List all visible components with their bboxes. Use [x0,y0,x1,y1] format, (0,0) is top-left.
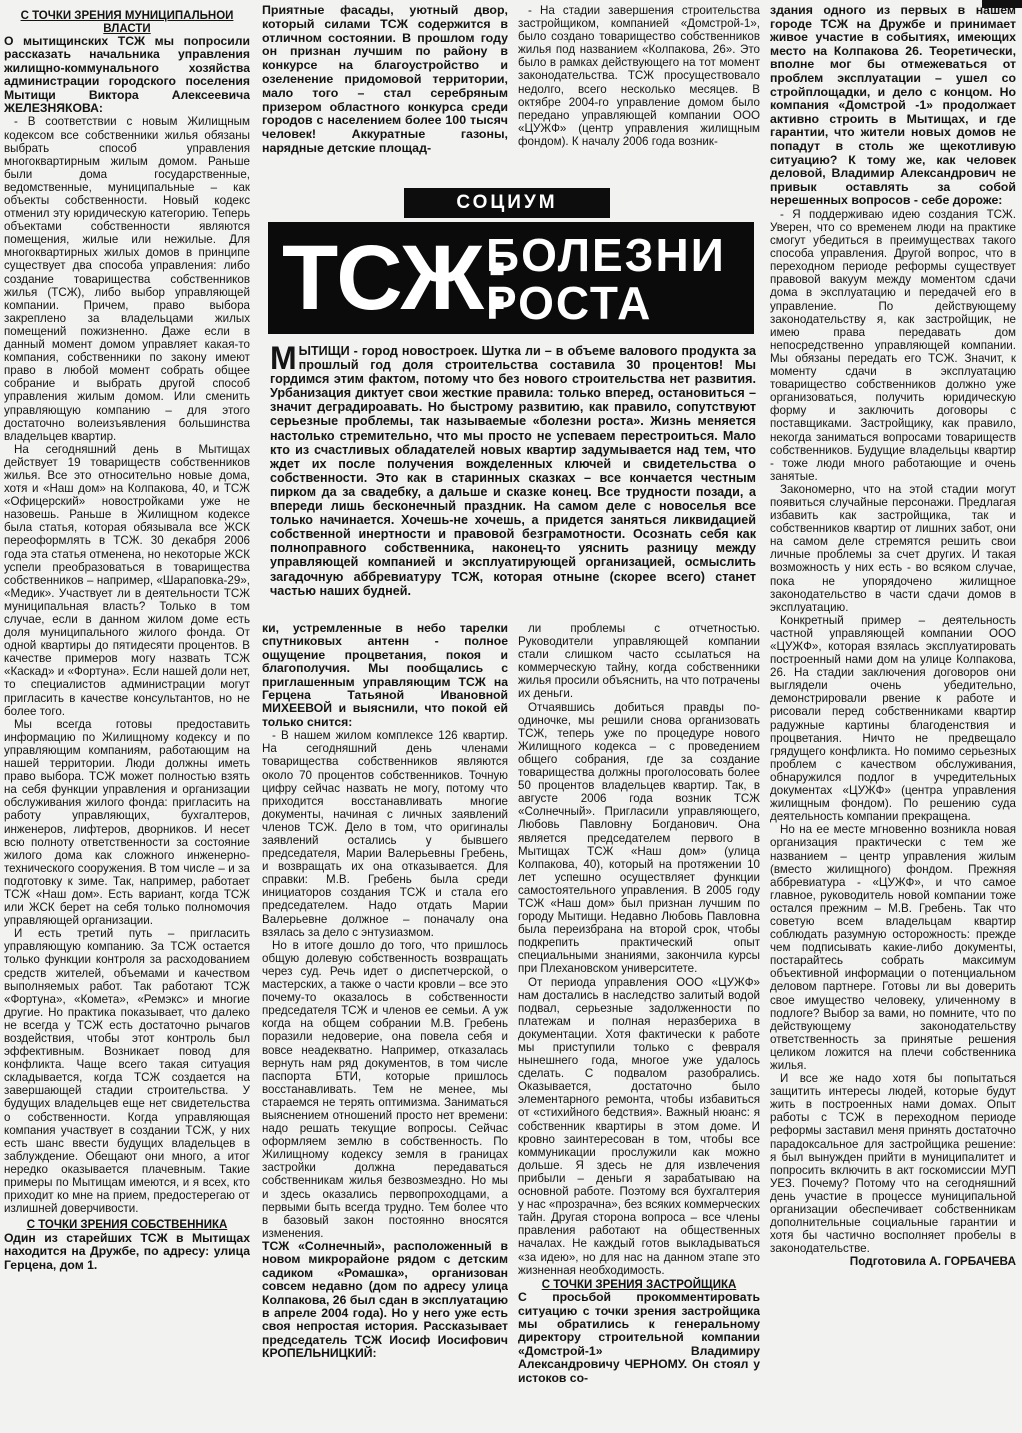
headline-word: БОЛЕЗНИ [486,229,726,281]
section-kicker-municipal: С ТОЧКИ ЗРЕНИЯ МУНИЦИПАЛЬНОЙ ВЛАСТИ [20,10,234,35]
column-owner-intro [262,4,508,170]
article-paragraph: - На стадии завершения строительства застройщиком, компанией «Домстрой-1», было создано товарищество собственников жилья под названием «Колпакова, 26». Это было в рамках действующего на тот момент законодательства. ТСЖ просуществовало недолго, всего несколько месяцев. В октябре 2004-го управление домом было передано управляющей компании ООО «ЦУЖФ» (центр управления жилищным фондом). К началу 2006 года возник- [518,4,760,148]
section-kicker-owner: С ТОЧКИ ЗРЕНИЯ СОБСТВЕННИКА [26,1219,228,1232]
article-paragraph: От периода управления ООО «ЦУЖФ» нам достались в наследство залитый водой подвал, серьезные задолженности по платежам и полная неразбериха в документации. Хотя фактически к работе мы приступили только с февраля нынешнего года, многое уже удалось сделать. С подвалом разобрались. Оказывается, достаточно было элементарного ремонта, чтобы избавиться от «стихийного бедствия». Важный нюанс: я собственник квартиры в этом доме. И кровно заинтересован в том, чтобы все коммуникации прослужили как можно дольше. Я здесь не для извлечения прибыли – деньги я зарабатываю на основной работе. Поэтому вся бухгалтерия у нас «прозрачна», без всяких коммерческих тайн. Другая сторона вопроса – все члены правления работают на общественных началах. Не каждый готов выкладываться «за идею», но для нас на данном этапе это жизненная необходимость. [518,975,760,1277]
article-paragraph: - В нашем жилом комплексе 126 квартир. На сегодняшний день членами товарищества собственников являются около 70 процентов собственников. Точную цифру сейчас назвать не могу, потому что приходится восстанавливать многие документы, начиная с личных заявлений членов ТСЖ. Дело в том, что оригиналы заявлений остались у бывшего председателя, Марии Валерьевны Гребень, и возвращать их она отказывается. Для справки: М.В. Гребень была среди инициаторов создания ТСЖ и стала его председателем. Надо отдать Марии Валерьевне должное – поначалу она взялась за дело с энтузиазмом. [262,729,508,939]
lead-paragraph: Один из старейших ТСЖ в Мытищах находится на Дружбе, по адресу: улица Герцена, дом 1. [4,1230,250,1272]
article-paragraph: Закономерно, что на этой стадии могут появиться случайные персонажи. Предлагая избавить как застройщика, так и собственников квартир от лишних забот, они на самом деле стремятся решить свои личные проблемы за счет других. И такая возможность у них есть - во всяком случае, пока не упорядочено жилищное законодательство в части сдачи домов в эксплуатацию. [770,482,1016,614]
section-kicker-developer: С ТОЧКИ ЗРЕНИЯ ЗАСТРОЙЩИКА [541,1278,737,1291]
lead-paragraph: Приятные фасады, уютный двор, который силами ТСЖ содержится в отличном состоянии. В прошлом году он признан лучшим по району в конкурсе на благоустройство и озеленение придомовой территории, мало того – стал серебряным призером областного конкурса среди городов с населением более 100 тысяч человек! Аккуратные газоны, нарядные детские площад- [262,4,508,155]
drop-cap: М [270,344,297,376]
headline-word: РОСТА [486,277,653,329]
column-gertsena [262,622,508,1430]
article-paragraph: Мы всегда готовы предоставить информацию по Жилищному кодексу и по управляющим компаниям, работающим на нашей территории. Люди должны иметь право выбора. ТСЖ может полностью взять на себя функции управления и организации обслуживания жилого фонда: пригласить на работу управляющих, бухгалтеров, инженеров, лифтеров, дворников. И несет всю полноту ответственности за состояние жилого дома как сложного инженерно-технического сооружения. В том числе – и за подготовку к зиме. Так, например, работает ТСЖ «Наш дом». Есть вариант, когда ТСЖ или ЖСК берет на себя только полномочия управляющей организации. [4,717,250,928]
headline-main: ТСЖ: [282,227,511,329]
article-paragraph: - Я поддерживаю идею создания ТСЖ. Уверен, что со временем люди на практике смогут убедиться в преимуществах такого способа управления. Другой вопрос, что в переходном периоде реформы существует правовой вакуум между моментом сдачи дома в эксплуатацию и передачей его в управление. По действующему законодательству я, как застройщик, не имею права передавать дом непосредственно управляющей компании. Мы обязаны передать его ТСЖ. Значит, к моменту сдачи в эксплуатацию товарищество собственников должно уже организоваться, получить юридическую форму и заключить договоры с поставщиками. Застройщику, как правило, некогда заниматься вопросами товариществ собственников. Будущие владельцы квартир - тоже люди много работающие и очень занятые. [770,207,1016,483]
lead-paragraph: С просьбой прокомментировать ситуацию с точки зрения застройщика мы обратились к генеральному директору строительной компании «Домстрой-1» Владимиру Александровичу ЧЕРНОМУ. Он стоял у истоков со- [518,1290,760,1385]
column-developer [770,4,1016,1429]
column-solnechny-intro [518,4,760,170]
article-paragraph: Отчаявшись добиться правды по-одиночке, мы решили снова организовать ТСЖ, теперь уже по процедуре нового Жилищного кодекса – с проведением общего собрания, где за создание товарищества должны проголосовать более 50 процентов владельцев квартир. Так, в августе 2006 года возник ТСЖ «Солнечный». Пригласили управляющего, Любовь Павловну Богданович. Она является председателем первого в Мытищах ТСЖ «Наш дом» (улица Колпакова, 40), который на протяжении 10 лет успешно осуществляет функции самостоятельного управления. В 2005 году ТСЖ «Наш дом» был признан лучшим по городу Мытищи. Недавно Любовь Павловна была переизбрана на второй срок, чтобы подкрепить практический опыт специальными знаниями, закончила курсы при Плехановском университете. [518,700,760,976]
headline [268,222,754,334]
author-signoff: Подготовила А. ГОРБАЧЕВА [849,1254,1016,1269]
article-paragraph: Конкретный пример – деятельность частной управляющей компании ООО «ЦУЖФ», которая взялась эксплуатировать построенный нами дом на улице Колпакова, 26. На стадии заключения договоров они выглядели очень убедительно, демонстрировали рвение к работе и рисовали перед собственниками квартир радужные картины благоденствия и процветания. Ничто не предвещало грядущего конфликта. Но помимо серьезных проблем с качеством обслуживания, обнаружился подлог в учредительных документах «ЦУЖФ» (центра управления жилищным фондом). По решению суда деятельность компании прекращена. [770,613,1016,824]
lead-paragraph: здания одного из первых в нашем городе ТСЖ на Дружбе и принимает живое участие в событиях, имеющих место на Колпакова 26. Теоретически, вполне мог бы отмежеваться от проблем эксплуатации – ушел со стройплощадки, и дело с концом. Но компания «Домстрой -1» продолжает активно строить в Мытищах, и где гарантии, что жители новых домов не попадут в столь же щекотливую ситуацию? К тому же, как человек деловой, Владимир Александрович не привык оставлять за собой нерешенных вопросов - себе дороже: [770,4,1016,208]
lead-paragraph: ки, устремленные в небо тарелки спутниковых антенн - полное ощущение процветания, покоя и благополучия. Мы пообщались с приглашенным управляющим ТСЖ на Герцена Татьяной Ивановной МИХЕЕВОЙ и выяснили, что покой ей только снится: [262,622,508,729]
column-municipal [4,10,250,1430]
article-paragraph: И все же надо хотя бы попытаться защитить интересы людей, которые будут жить в построенных нами домах. Опыт работы с ТСЖ в переходном периоде реформы заставил меня принять достаточно парадоксальное для застройщика решение: я был вынужден прийти в муниципалитет и попросить включить в акт госкомиссии МУП УЕЗ. Почему? Потому что на сегодняшний день участие в процессе муниципальной организации обеспечивает собственникам дополнительные социальные гарантии и хотя бы частично восполняет пробелы в законодательстве. [770,1072,1016,1256]
article-paragraph: Но на ее месте мгновенно возникла новая организация практически с тем же названием – центр управления жилым (вместо жилищного) фондом. Прежняя аббревиатура - «ЦУЖФ», и что самое главное, руководитель новой компании тоже остался прежним – М.В. Гребень. Так что советую всем владельцам квартир соблюдать разумную осторожность: прежде чем подписывать какие-либо документы, постарайтесь собрать максимум объективной информации о потенциальном деловом партнере. Готовы ли вы доверить свое имущество человеку, уличенному в подлоге? Выбор за вами, но помните, что по действующему законодательству ответственность за принятые решения целиком ложится на плечи собственника жилья. [770,823,1016,1072]
lead-paragraph: О мытищинских ТСЖ мы попросили рассказать начальника управления жилищно-коммунального хозяйства администрации городского поселения Мытищи Виктора Алексеевича ЖЕЛЕЗНЯКОВА: [4,34,250,116]
intro-lead [270,344,756,616]
intro-text: ЫТИЩИ - город новостроек. Шутка ли – в объеме валового продукта за прошлый год доля строительства составила 30 процентов! Мы гордимся этим фактом, потому что без нового строительства нет развития. Урбанизация диктует свои жесткие правила: только вперед, остановиться – значит деградироавать. Но быстрому развитию, как правило, сопутствуют серьезные проблемы, так называемые «болезни роста». Жизнь меняется настолько стремительно, что мы просто не успеваем перестроиться. Мало кто из счастливых обладателей новых квартир задумывается над тем, что ждет их после получения вожделенных ключей и свидетельства о собственности. Это как в старинных сказках – все кончается честным пирком да за свадебку, а дальше и сказке конец. Все трудности позади, а впереди лишь бесконечный праздник. На самом деле с новоселья все только начинается. Хочешь-не хочешь, а придется заняться ликвидацией собственной инертности и правовой безграмотности. Осознать себя как полноправного собственника, наконец-то уяснить разницу между управляющей компанией и эксплуатирующей организацией, осмыслить загадочную аббревиатуру ТСЖ, которая отныне (скорее всего) станет частью наших будней. [270,344,756,598]
column-solnechny [518,622,760,1430]
article-paragraph: ли проблемы с отчетностью. Руководители управляющей компании стали слишком часто ссылаться на коммерческую тайну, когда собственники жилья просили объяснить, на что потрачены их деньги. [518,622,760,701]
lead-paragraph: ТСЖ «Солнечный», расположенный в новом микрорайоне рядом с детским садиком «Ромашка», организован совсем недавно (дом по адресу улица Колпакова, 26 был сдан в эксплуатацию в апреле 2004 года). Но у него уже есть своя непростая история. Рассказывает председатель ТСЖ Иосиф Иосифович КРОПЕЛЬНИЦКИЙ: [262,1238,508,1361]
article-paragraph: Но в итоге дошло до того, что пришлось общую долевую собственность возвращать через суд. Речь идет о диспетчерской, о мастерских, а также о части кровли – все это почему-то оказалось в собственности председателя ТСЖ и членов ее семьи. А уж когда на общем собрании М.В. Гребень поразили недоверие, она повела себя и вовсе неадекватно. Например, отказалась вернуть нам ряд документов, в том числе паспорта БТИ, которые пришлось восстанавливать. Тем не менее, мы стараемся не терять оптимизма. Заниматься выяснением отношений просто нет времени: надо решать текущие вопросы. Сейчас оформляем землю в собственность. По Жилищному кодексу земля в границах застройки должна передаваться собственникам жилья безвозмездно. Но мы и здесь оказались первопроходцами, а первыми быть всегда трудно. Тем более что в базовый закон постоянно вносятся изменения. [262,938,508,1240]
rubric-label: СОЦИУМ [404,188,610,218]
article-paragraph: - В соответствии с новым Жилищным кодексом все собственники жилья обязаны выбрать способ управления многоквартирным жилым домом. Раньше были дома государственные, ведомственные, муниципальные – как объекты собственности. Новый кодекс отменил эту юридическую категорию. Теперь объектами собственности являются помещения, жилые или нежилые. Для многоквартирных жилых домов в принципе существует два способа управления: либо создание товарищества собственников жилья (ТСЖ), либо выбор управляющей компании. Причем, право выбора закреплено за владельцами жилых помещений пожизненно. Даже если в данный момент домом управляет какая-то компания, собственники по закону имеют право в любой момент собрать общее собрание и выбрать другой способ управления жилым домом. Или сменить управляющую компанию – для этого достаточно волеизъявления большинства владельцев квартир. [4,115,250,443]
article-paragraph: На сегодняшний день в Мытищах действует 19 товариществ собственников жилья. Все это относительно новые дома, хотя и «Наш дом» на Колпакова, 40, и ТСЖ «Офицерский» новостройками уже не назовешь. Раньше в Жилищном кодексе была статья, которая обязывала все ЖСК переоформлять в ТСЖ. 30 декабря 2006 года эта статья отменена, но некоторые ЖСК успели преобразоваться в товарищества собственников – например, «Шараповка-29», «Медик». Участвует ли в деятельности ТСЖ муниципальная власть? Только в том случае, если в данном жилом доме есть доля муниципального жилого фонда. От одной квартиры до пятидесяти процентов. В качестве примеров могу назвать ТСЖ «Каскад» и «Фортуна». Если нашей доли нет, то специалистов администрации могут пригласить в качестве консультантов, но не более того. [4,442,250,718]
article-paragraph: И есть третий путь – пригласить управляющую компанию. За ТСЖ остается только функции контроля за расходованием средств жителей, объемами и качеством выполняемых работ. Так работают ТСЖ «Фортуна», «Комета», «Ремэкс» и многие другие. Но практика показывает, что далеко не всегда у ТСЖ есть достаточно рычагов воздействия, чтобы этот контроль был эффективным. Возникает повод для конфликта. Чаще всего такая ситуация складывается, когда ТСЖ создается на завершающей стадии строительства. У будущих владельцев еще нет свидетельства о собственности. Когда управляющая компания участвует в создании ТСЖ, у них есть шанс ввести будущих владельцев в заблуждение. Обещают они много, а итог нередко оказывается плачевным. Такие примеры по Мытищам имеются, и я всех, кто приходит ко мне на прием, предостерегаю от излишней доверчивости. [4,927,250,1216]
